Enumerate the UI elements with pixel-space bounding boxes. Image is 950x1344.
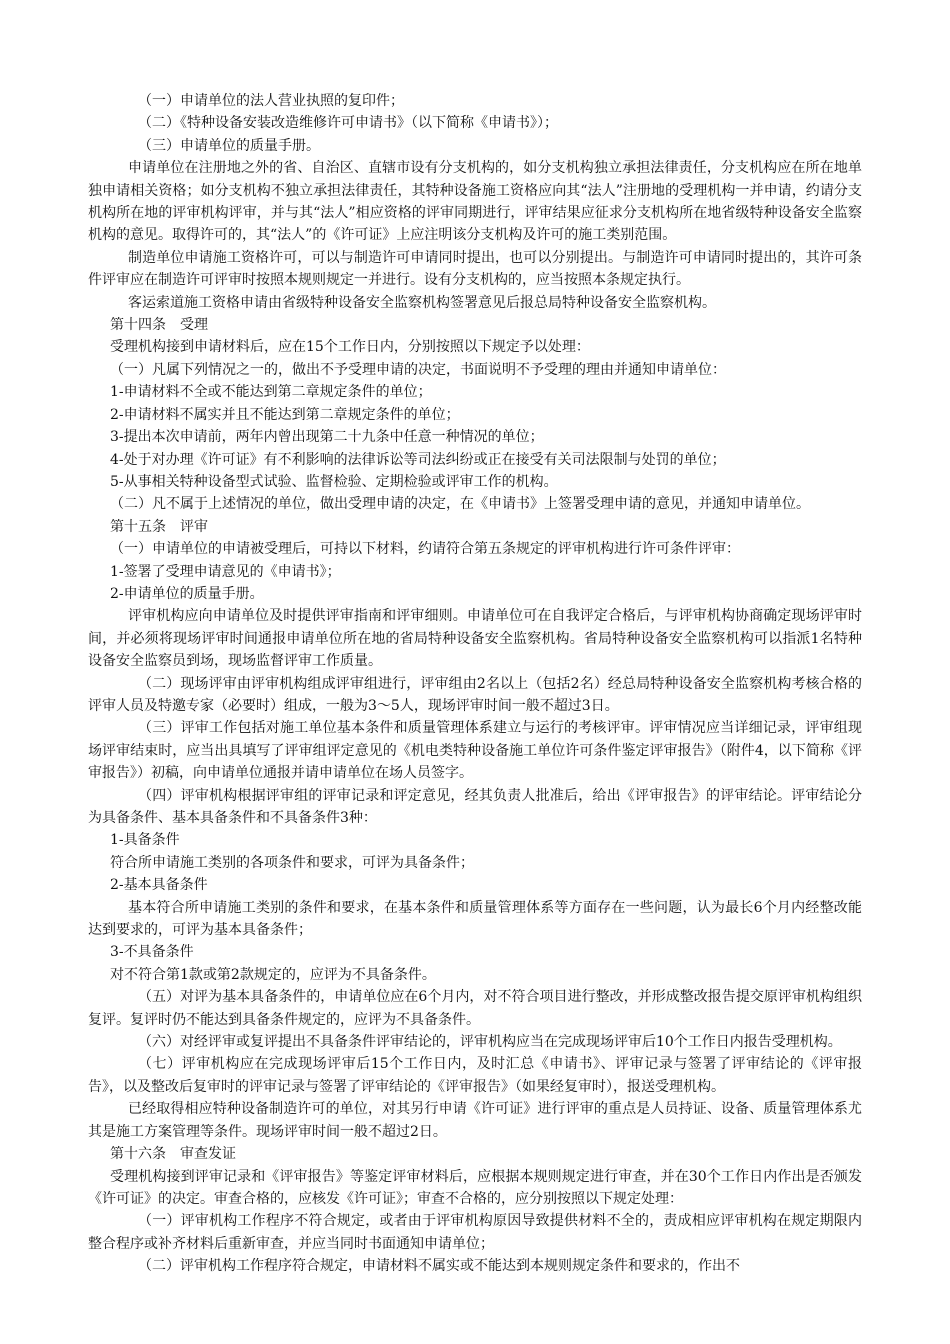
paragraph: 评审机构应向申请单位及时提供评审指南和评审细则。申请单位可在自我评定合格后，与评审机构协商确定现场评审时间，并必须将现场评审时间通报申请单位所在地的省局特种设备安全监察机构。省局特种设备安全监察机构可以指派1名特种设备安全监察员到场，现场监督评审工作质量。 xyxy=(88,608,862,670)
paragraph: （二）《特种设备安装改造维修许可申请书》（以下简称《申请书》）； xyxy=(138,115,558,132)
paragraph: 1-申请材料不全或不能达到第二章规定条件的单位； xyxy=(110,384,432,401)
paragraph: 符合所申请施工类别的各项条件和要求，可评为具备条件； xyxy=(110,854,474,871)
paragraph: 第十四条 受理 xyxy=(110,317,208,334)
paragraph: 3-提出本次申请前，两年内曾出现第二十九条中任意一种情况的单位； xyxy=(110,429,544,446)
paragraph: 第十五条 评审 xyxy=(110,518,208,535)
paragraph: （一）申请单位的法人营业执照的复印件； xyxy=(138,93,404,109)
paragraph: 受理机构接到评审记录和《评审报告》等鉴定评审材料后，应根据本规则规定进行审查，并在30个工作日内作出是否颁发《许可证》的决定。审查合格的，应核发《许可证》；审查不合格的，应分别按照以下规定处理： xyxy=(88,1168,862,1207)
paragraph: 2-基本具备条件 xyxy=(110,877,208,894)
paragraph: 4-处于对办理《许可证》有不利影响的法律诉讼等司法纠纷或正在接受有关司法限制与处罚的单位； xyxy=(110,451,726,468)
paragraph: 受理机构接到申请材料后，应在15个工作日内，分别按照以下规定予以处理： xyxy=(110,339,590,356)
paragraph: 已经取得相应特种设备制造许可的单位，对其另行申请《许可证》进行评审的重点是人员持证、设备、质量管理体系尤其是施工方案管理等条件。现场评审时间一般不超过2日。 xyxy=(88,1101,862,1140)
paragraph: （六）对经评审或复评提出不具备条件评审结论的，评审机构应当在完成现场评审后10个工作日内报告受理机构。 xyxy=(138,1034,842,1051)
paragraph: （一）凡属下列情况之一的，做出不予受理申请的决定，书面说明不予受理的理由并通知申请单位： xyxy=(110,361,726,378)
paragraph: 客运索道施工资格申请由省级特种设备安全监察机构签署意见后报总局特种设备安全监察机构。 xyxy=(128,294,716,311)
paragraph: 2-申请材料不属实并且不能达到第二章规定条件的单位； xyxy=(110,406,460,423)
paragraph: （一）申请单位的申请被受理后，可持以下材料，约请符合第五条规定的评审机构进行许可条件评审： xyxy=(110,541,740,558)
paragraph: （七）评审机构应在完成现场评审后15个工作日内，及时汇总《申请书》、评审记录与签署了评审结论的《评审报告》，以及整改后复审时的评审记录与签署了评审结论的《评审报告》（如果经复审时），报送受理机构。 xyxy=(88,1056,862,1095)
paragraph: （三）申请单位的质量手册。 xyxy=(138,137,320,154)
paragraph: （四）评审机构根据评审组的评审记录和评定意见，经其负责人批准后，给出《评审报告》的评审结论。评审结论分为具备条件、基本具备条件和不具备条件3种： xyxy=(88,787,862,826)
paragraph: 2-申请单位的质量手册。 xyxy=(110,585,264,602)
paragraph: 3-不具备条件 xyxy=(110,944,194,961)
paragraph: 1-具备条件 xyxy=(110,832,180,849)
paragraph: 1-签署了受理申请意见的《申请书》； xyxy=(110,563,341,580)
paragraph: 制造单位申请施工资格许可，可以与制造许可申请同时提出，也可以分别提出。与制造许可申请同时提出的，其许可条件评审应在制造许可评审时按照本规则规定一并进行。设有分支机构的，应当按照本条规定执行。 xyxy=(88,249,862,289)
paragraph: 申请单位在注册地之外的省、自治区、直辖市设有分支机构的，如分支机构独立承担法律责任，分支机构应在所在地单独申请相关资格；如分支机构不独立承担法律责任，其特种设备施工资格应向其“法人”注册地的受理机构一并申请，约请分支机构所在地的评审机构评审，并与其“法人”相应资格的评审同期进行，评审结果应征求分支机构所在地省级特种设备安全监察机构的意见。取得许可的，其“法人”的《许可证》上应注明该分支机构及许可的施工类别范围。 xyxy=(88,160,862,244)
paragraph: 第十六条 审查发证 xyxy=(110,1146,236,1163)
paragraph: 对不符合第1款或第2款规定的，应评为不具备条件。 xyxy=(110,966,436,983)
paragraph: 5-从事相关特种设备型式试验、监督检验、定期检验或评审工作的机构。 xyxy=(110,473,558,490)
paragraph: （五）对评为基本具备条件的，申请单位应在6个月内，对不符合项目进行整改，并形成整改报告提交原评审机构组织复评。复评时仍不能达到具备条件规定的，应评为不具备条件。 xyxy=(88,989,862,1028)
paragraph: （二）凡不属于上述情况的单位，做出受理申请的决定，在《申请书》上签署受理申请的意见，并通知申请单位。 xyxy=(110,496,810,513)
paragraph: 基本符合所申请施工类别的条件和要求，在基本条件和质量管理体系等方面存在一些问题，认为最长6个月内经整改能达到要求的，可评为基本具备条件； xyxy=(88,899,862,939)
paragraph: （二）评审机构工作程序符合规定，申请材料不属实或不能达到本规则规定条件和要求的，作出不 xyxy=(138,1258,740,1275)
paragraph: （一）评审机构工作程序不符合规定，或者由于评审机构原因导致提供材料不全的，责成相应评审机构在规定期限内整合程序或补齐材料后重新审查，并应当同时书面通知申请单位； xyxy=(88,1213,862,1252)
paragraph: （二）现场评审由评审机构组成评审组进行，评审组由2名以上（包括2名）经总局特种设备安全监察机构考核合格的评审人员及特邀专家（必要时）组成，一般为3～5人，现场评审时间一般不超过3日。 xyxy=(88,675,862,714)
paragraph: （三）评审工作包括对施工单位基本条件和质量管理体系建立与运行的考核评审。评审情况应当详细记录，评审组现场评审结束时，应当出具填写了评审组评定意见的《机电类特种设备施工单位许可条件鉴定评审报告》（附件4，以下简称《评审报告》）初稿，向申请单位通报并请申请单位在场人员签字。 xyxy=(88,720,862,782)
